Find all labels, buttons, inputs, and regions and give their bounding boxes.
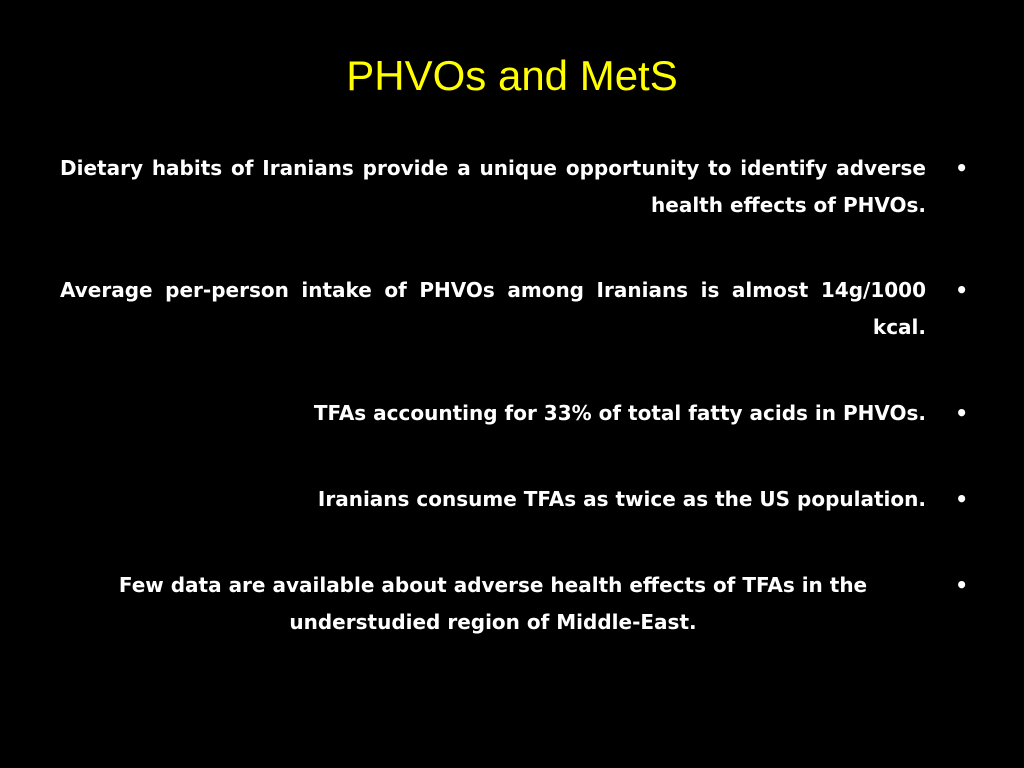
- bullet-dot-icon: •: [955, 278, 968, 302]
- slide-title: PHVOs and MetS: [346, 52, 678, 99]
- bullet-item: [60, 567, 968, 641]
- bullet-text: Dietary habits of Iranians provide a unique opportunity to identify adverse health effects of PHVOs.: [60, 156, 926, 217]
- bullet-dot-icon: •: [955, 401, 968, 425]
- bullet-item: [60, 150, 968, 224]
- bullet-dot-icon: •: [955, 487, 968, 511]
- bullet-text: TFAs accounting for 33% of total fatty acids in PHVOs.: [313, 401, 926, 425]
- bullet-item: [60, 272, 968, 346]
- bullet-text: Iranians consume TFAs as twice as the US population.: [317, 487, 926, 511]
- bullet-item: [60, 395, 968, 432]
- bullet-text: Average per-person intake of PHVOs among Iranians is almost 14g/1000 kcal.: [60, 278, 926, 339]
- bullet-text: Few data are available about adverse health effects of TFAs in the understudied region of Middle-East.: [118, 573, 868, 634]
- bullet-dot-icon: •: [955, 156, 968, 180]
- bullet-dot-icon: •: [955, 573, 968, 597]
- bullet-item: [60, 481, 968, 518]
